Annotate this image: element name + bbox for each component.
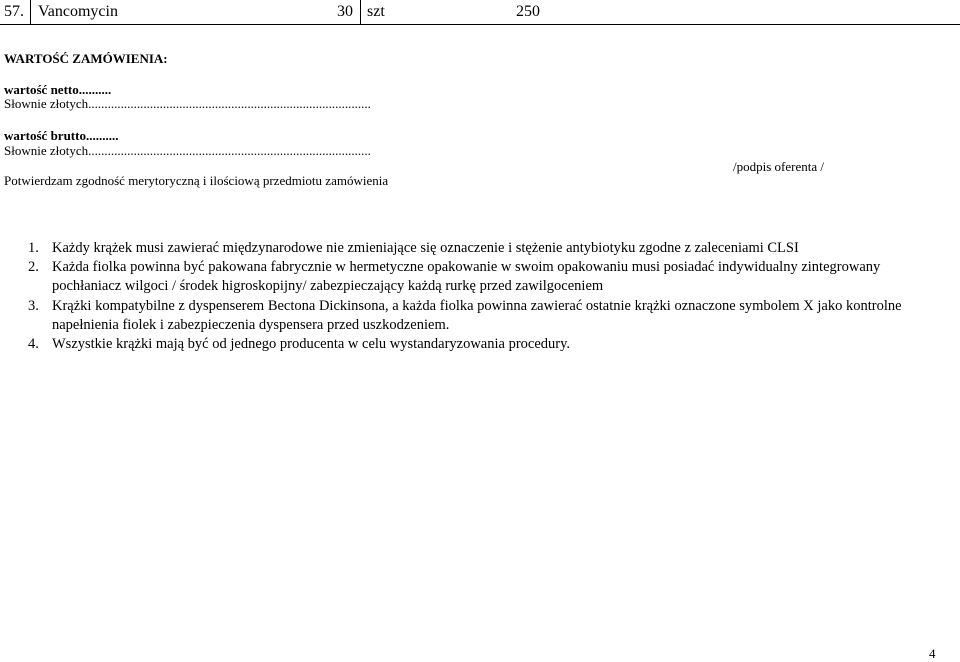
list-item-text: Każdy krążek musi zawierać międzynarodowe nie zmieniające się oznaczenie i stężenie antybiotyku zgodne z zaleceniami CLSI	[52, 240, 799, 256]
net-value-words: Słownie złotych.......................................................................................	[4, 96, 371, 111]
list-item-text: Każda fiolka powinna być pakowana fabrycznie w hermetyczne opakowanie w swoim opakowaniu musi posiadać indywidualny zintegrowany pochłaniacz wilgoci / środek higroskopijny/ zabezpieczający każdą rurkę przed zawilgoceniem	[52, 259, 881, 295]
list-item-text: Krążki kompatybilne z dyspenserem Bectona Dickinsona, a każda fiolka powinna zawierać ostatnie krążki oznaczone symbolem X jako kontrolne napełnienia fiolek i zabezpieczenia dyspensera przed uszkodzeniem.	[52, 297, 902, 333]
product-name: Vancomycin	[38, 3, 118, 20]
column-divider	[360, 0, 361, 24]
list-item-number: 4.	[28, 336, 39, 353]
gross-value-line	[4, 128, 118, 144]
list-item	[28, 335, 948, 354]
list-item	[28, 239, 948, 258]
list-item	[28, 258, 948, 296]
row-number: 57.	[0, 0, 31, 24]
signature-label: /podpis oferenta /	[733, 159, 824, 174]
list-item-text: Wszystkie krążki mają być od jednego producenta w celu wystandaryzowania procedury.	[52, 336, 571, 353]
page-number: 4	[929, 646, 936, 661]
list-item-number: 3.	[28, 297, 39, 314]
gross-value-words: Słownie złotych.......................................................................................	[4, 143, 371, 158]
table-row	[0, 0, 960, 25]
gross-value-dots: ..........	[85, 128, 119, 143]
confirmation-text: Potwierdzam zgodność merytoryczną i ilościową przedmiotu zamówienia	[4, 173, 389, 188]
unit: szt	[367, 3, 385, 20]
gross-value-label: wartość brutto	[4, 128, 86, 143]
net-value-label: wartość netto	[4, 82, 79, 97]
list-item-number: 1.	[28, 240, 39, 256]
requirements-list	[28, 239, 948, 354]
order-value-heading: WARTOŚĆ ZAMÓWIENIA:	[4, 51, 168, 66]
list-item-number: 2.	[28, 259, 39, 276]
value: 250	[516, 3, 540, 20]
net-value-dots: ..........	[78, 82, 112, 97]
list-item	[28, 297, 948, 335]
quantity: 30	[337, 3, 353, 20]
